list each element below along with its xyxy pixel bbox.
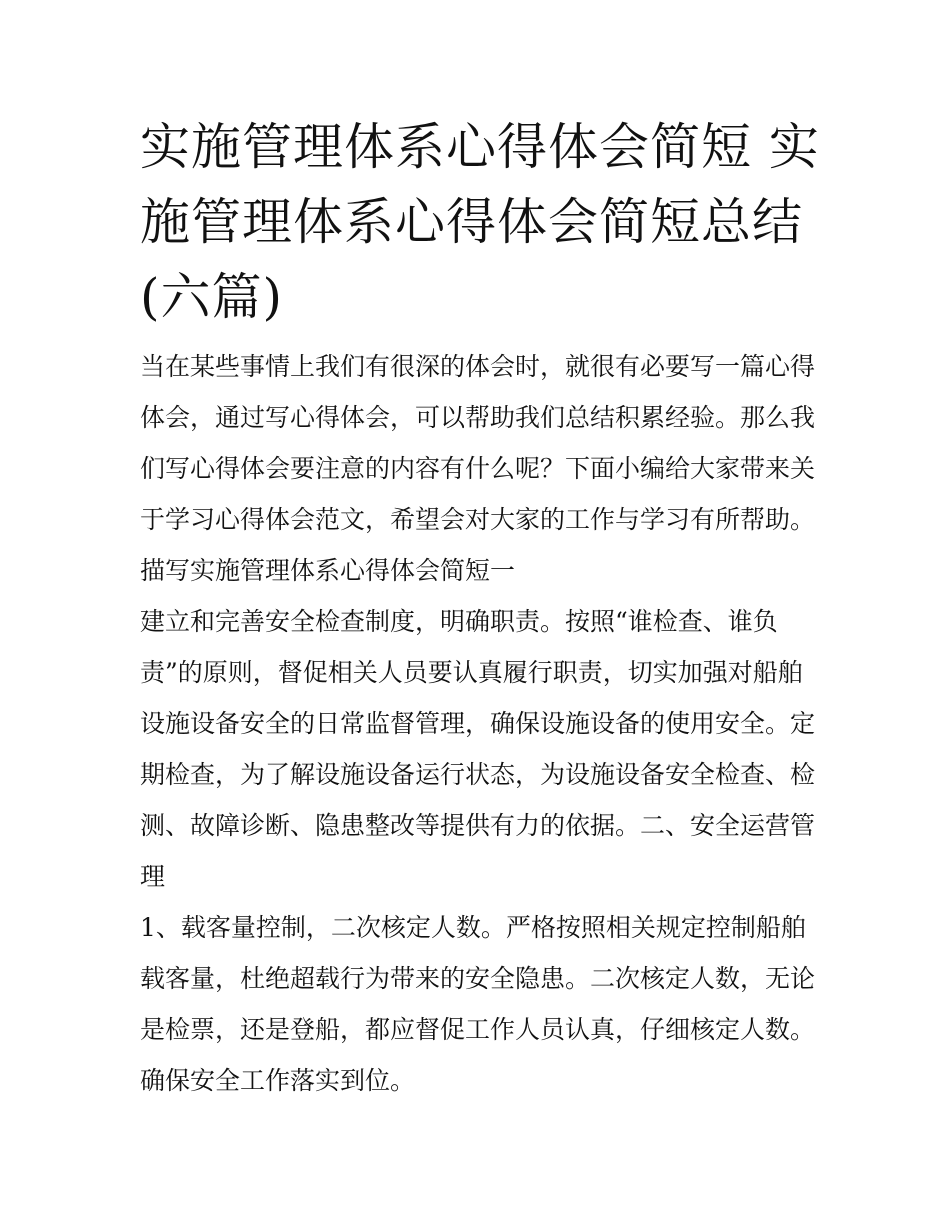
section-heading-text: 描写实施管理体系心得体会简短一 — [140, 556, 516, 585]
document-content — [140, 110, 820, 1106]
paragraph-line: 载客量，杜绝超载行为带来的安全隐患。二次核定人数，无论 — [140, 964, 816, 993]
paragraph-line: 1、载客量控制，二次核定人数。严格按照相关规定控制船舶 — [140, 913, 806, 942]
paragraph-line: 期检查，为了解设施设备运行状态，为设施设备安全检查、检 — [140, 760, 816, 789]
body-paragraph-1 — [140, 596, 815, 902]
paragraph-line: 们写心得体会要注意的内容有什么呢？下面小编给大家带来关 — [140, 454, 816, 483]
paragraph-line: 理 — [140, 862, 166, 891]
title-line: (六篇) — [140, 268, 284, 326]
paragraph-line: 建立和完善安全检查制度，明确职责。按照“谁检查、谁负 — [140, 607, 778, 636]
body-paragraph-2 — [140, 902, 815, 1106]
section-heading — [140, 545, 815, 596]
paragraph-line: 确保安全工作落实到位。 — [140, 1066, 416, 1095]
title-line: 施管理体系心得体会简短总结 — [140, 193, 803, 251]
paragraph-line: 设施设备安全的日常监督管理，确保设施设备的使用安全。定 — [140, 709, 816, 738]
document-title — [140, 110, 820, 335]
paragraph-line: 测、故障诊断、隐患整改等提供有力的依据。二、安全运营管 — [140, 811, 816, 840]
paragraph-line: 体会，通过写心得体会，可以帮助我们总结积累经验。那么我 — [140, 403, 816, 432]
intro-paragraph — [140, 341, 815, 545]
title-line: 实施管理体系心得体会简短 实 — [140, 118, 820, 176]
paragraph-line: 于学习心得体会范文，希望会对大家的工作与学习有所帮助。 — [140, 505, 816, 534]
paragraph-line: 是检票，还是登船，都应督促工作人员认真，仔细核定人数。 — [140, 1015, 816, 1044]
paragraph-line: 当在某些事情上我们有很深的体会时，就很有必要写一篇心得 — [140, 352, 816, 381]
paragraph-line: 责”的原则，督促相关人员要认真履行职责，切实加强对船舶 — [140, 658, 803, 687]
